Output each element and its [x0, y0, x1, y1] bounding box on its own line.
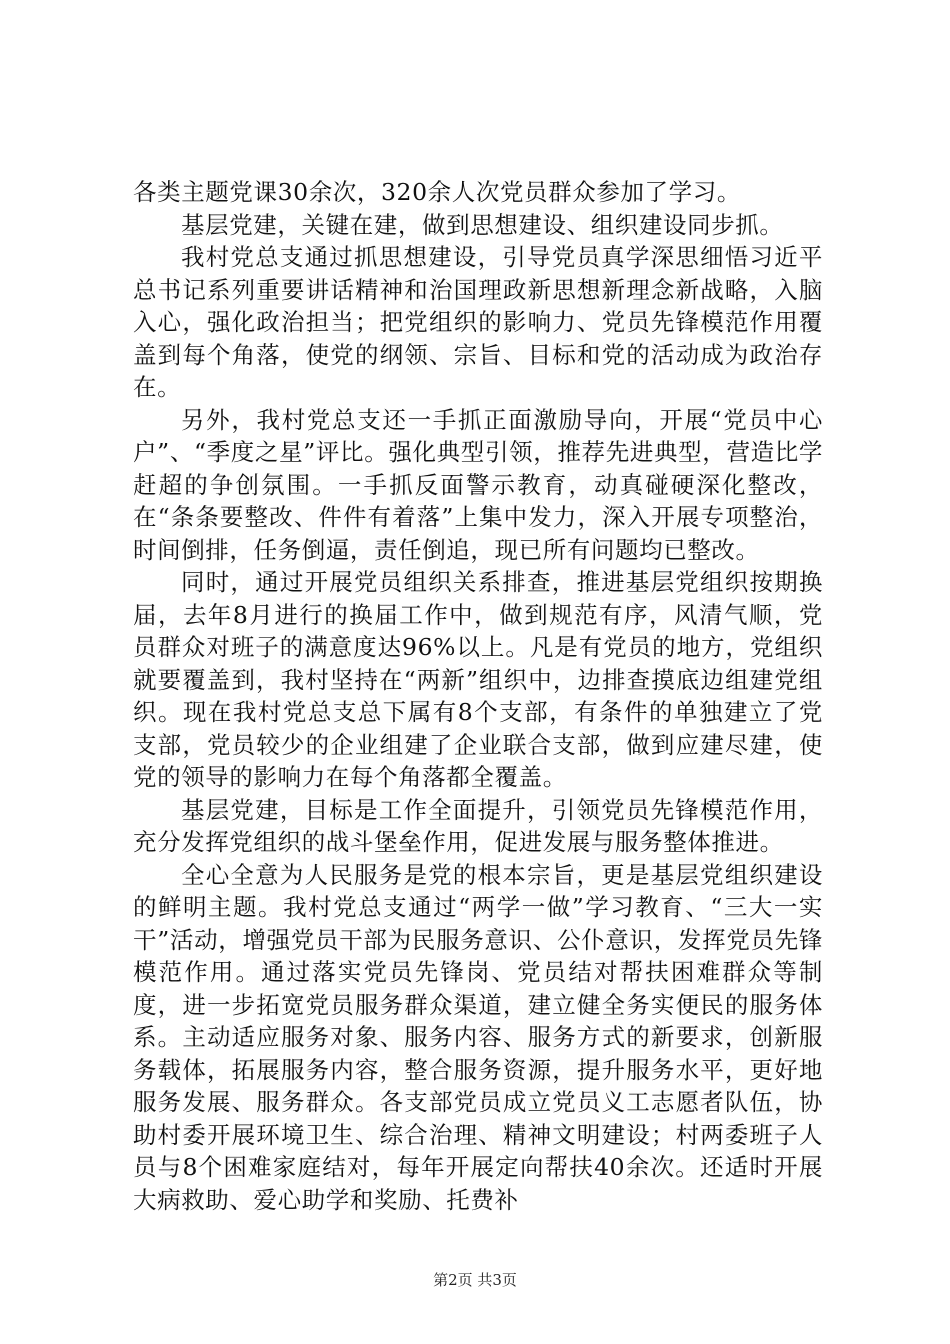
paragraph: 基层党建，目标是工作全面提升，引领党员先锋模范作用，充分发挥党组织的战斗堡垒作用，促进发展与服务整体推进。 — [133, 795, 823, 856]
paragraph-continuation: 各类主题党课30余次，320余人次党员群众参加了学习。 — [133, 178, 741, 206]
paragraph: 基层党建，关键在建，做到思想建设、组织建设同步抓。 — [181, 210, 784, 239]
paragraph: 另外，我村党总支还一手抓正面激励导向，开展“党员中心户”、“季度之星”评比。强化典型引领，推荐先进典型，营造比学赶超的争创氛围。一手抓反面警示教育，动真碰硬深化整改，在“条条要整改、件件有着落”上集中发力，深入开展专项整治，时间倒排，任务倒逼，责任倒追，现已所有问题均已整改。 — [133, 405, 823, 564]
page-number-footer: 第2页 共3页 — [433, 1271, 517, 1289]
paragraph: 我村党总支通过抓思想建设，引导党员真学深思细悟习近平总书记系列重要讲话精神和治国理政新思想新理念新战略，入脑入心，强化政治担当；把党组织的影响力、党员先锋模范作用覆盖到每个角落，使党的纲领、宗旨、目标和党的活动成为政治存在。 — [133, 243, 823, 401]
document-body — [133, 176, 823, 1216]
paragraph: 全心全意为人民服务是党的根本宗旨，更是基层党组织建设的鲜明主题。我村党总支通过“两学一做”学习教育、“三大一实干”活动，增强党员干部为民服务意识、公仆意识，发挥党员先锋模范作用。通过落实党员先锋岗、党员结对帮扶困难群众等制度，进一步拓宽党员服务群众渠道，建立健全务实便民的服务体系。主动适应服务对象、服务内容、服务方式的新要求，创新服务载体，拓展服务内容，整合服务资源，提升服务水平，更好地服务发展、服务群众。各支部党员成立党员义工志愿者队伍，协助村委开展环境卫生、综合治理、精神文明建设；村两委班子人员与8个困难家庭结对，每年开展定向帮扶40余次。还适时开展大病救助、爱心助学和奖励、托费补 — [133, 860, 823, 1214]
paragraph: 同时，通过开展党员组织关系排查，推进基层党组织按期换届，去年8月进行的换届工作中，做到规范有序，风清气顺，党员群众对班子的满意度达96%以上。凡是有党员的地方，党组织就要覆盖到，我村坚持在“两新”组织中，边排查摸底边组建党组织。现在我村党总支总下属有8个支部，有条件的单独建立了党支部，党员较少的企业组建了企业联合支部，做到应建尽建，使党的领导的影响力在每个角落都全覆盖。 — [133, 568, 823, 791]
